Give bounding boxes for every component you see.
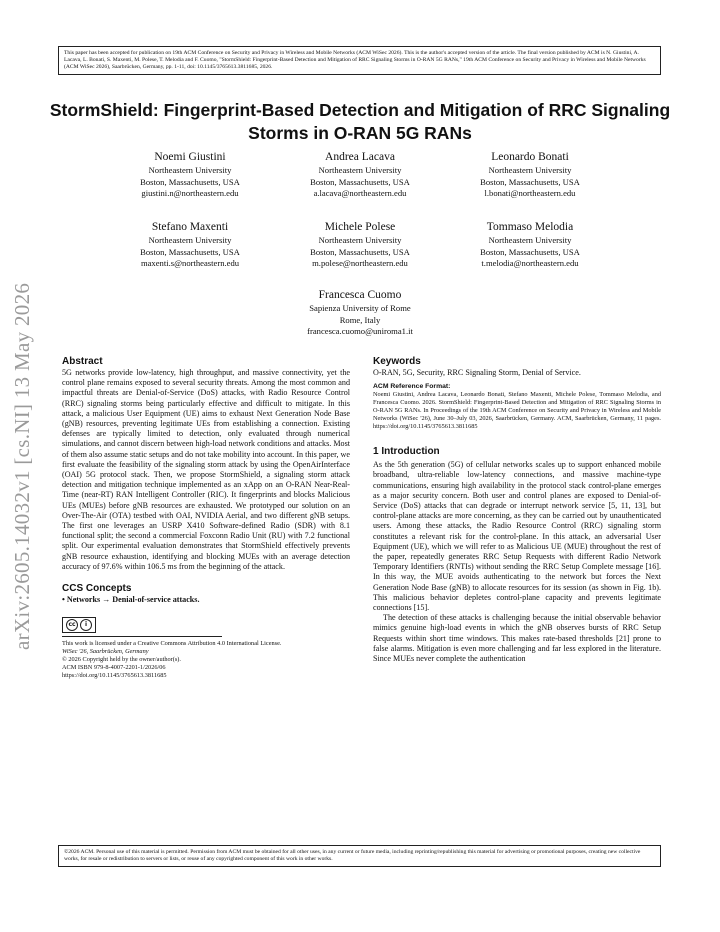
author-location: Rome, Italy <box>339 314 381 325</box>
license-line[interactable]: https://doi.org/10.1145/3765613.3811685 <box>62 672 167 680</box>
author-location: Boston, Massachusetts, USA <box>310 246 410 257</box>
author-affiliation: Northeastern University <box>488 165 572 175</box>
license-line: This work is licensed under a Creative Commons Attribution 4.0 International License. <box>62 640 282 648</box>
author-affiliation: Northeastern University <box>148 235 232 245</box>
keywords-heading: Keywords <box>373 356 421 367</box>
author-email[interactable]: m.polese@northeastern.edu <box>312 258 408 268</box>
author-email[interactable]: maxenti.s@northeastern.edu <box>140 258 240 268</box>
abstract-text: 5G networks provide low-latency, high throughput, and massive connectivity, yet the control plane remains exposed to several security threats. Among the most common and impactful threats are Denial-of-Service (DoS) attacks, with Radio Resource Control (RRC) signaling storms being particularly effective and difficult to mitigate. In this attack, a malicious User Equipment (UE) aims to exhaust Next Generation Node Base (gNB) resources, preventing legitimate UEs from establishing a connection. Existing defenses are typically limited to detection, only evaluated through numerical simulations, and cannot discern between high-load network conditions and attacks. Most of them also assume static setups and do not take mobility into account. In this paper, we first evaluate the feasibility of the signaling storm attack by using the OpenAirInterface (OAI) 5G protocol stack. Then, we propose StormShield, a signaling storm attack detection and mitigation technique implemented as an xApp on an O-RAN Near-Real-Time (near-RT) RAN Intelligent Controller (RIC). It fingerprints and blocks Malicious UEs (MUEs) before gNB resources are exhausted. We prototyped our solution on an Over-The-Air (OTA) testbed with OAI, NVIDIA Aerial, and two different gNB setups. The first one leverages an USRP X410 Software-defined Radio (SDR) with 8.1 functional split; the second a commercial Foxconn Radio Unit (RU) with 7.2 functional split. Our experimental evaluation demonstrates that StormShield effectively prevents gNB resource exhaustion, identifying and blocking MUEs with an average detection accuracy of 97.6% within 106.5 ms from the beginning of the attack. <box>62 368 350 571</box>
license-block <box>62 617 350 680</box>
author-email[interactable]: t.melodia@northeastern.edu <box>481 258 579 268</box>
license-line: ACM ISBN 979-8-4007-2201-1/2026/06 <box>62 664 166 672</box>
author-email[interactable]: a.lacava@northeastern.edu <box>313 188 407 198</box>
author-name: Stefano Maxenti <box>151 221 229 233</box>
author-affiliation: Northeastern University <box>318 165 402 175</box>
reference-format-heading: ACM Reference Format: <box>373 383 451 391</box>
author-block <box>260 288 460 338</box>
reference-format-text: Noemi Giustini, Andrea Lacava, Leonardo Bonati, Stefano Maxenti, Michele Polese, Tommaso Melodia, and Francesca Cuomo. 2026. StormShield: Fingerprint-Based Detection and Mitigation of RRC Signaling Storms in O-RAN 5G RANs. In Proceedings of the 19th ACM Conference on Security and Privacy in Wireless and Mobile Networks (WiSec '26), June 30–July 03, 2026, Saarbrücken, Germany. ACM, Saarbrücken, Germany, 11 pages. https://doi.org/10.1145/3765613.3811685 <box>373 391 661 431</box>
author-affiliation: Northeastern University <box>318 235 402 245</box>
divider <box>62 636 222 637</box>
author-name: Tommaso Melodia <box>486 221 574 233</box>
acceptance-notice: This paper has been accepted for publication on 19th ACM Conference on Security and Privacy in Wireless and Mobile Networks (ACM WiSec 2026). This is the author's accepted version of the article. The final version published by ACM is N. Giustini, A. Lacava, L. Bonati, S. Maxenti, M. Polese, T. Melodia and F. Cuomo, "StormShield: Fingerprint-Based Detection and Mitigation of RRC Signaling Storms in O-RAN 5G RANs," 19th ACM Conference on Security and Privacy in Wireless and Mobile Networks (ACM WiSec 2026), Saarbrücken, Germany, pp. 1-11, doi: 10.1145/3765613.3811685, 2026. <box>58 46 661 75</box>
introduction-paragraph: The detection of these attacks is challenging because the initial observable behavior mimics genuine high-load events in which the gNB observes bursts of RRC Setup Requests within short time windows. This makes rate-based thresholds [21] prone to false alarms. Mitigation is even more challenging and far less explored in the literature. Since MUEs never complete the authentication <box>373 613 661 664</box>
author-email[interactable]: giustini.n@northeastern.edu <box>141 188 239 198</box>
cc-icon: cc <box>66 619 78 631</box>
ccs-text: • Networks → Denial-of-service attacks. <box>62 595 200 605</box>
license-line: © 2026 Copyright held by the owner/author(s). <box>62 656 181 664</box>
keywords-text: O-RAN, 5G, Security, RRC Signaling Storm, Denial of Service. <box>373 368 581 377</box>
right-column <box>373 355 661 664</box>
author-name: Andrea Lacava <box>325 151 395 163</box>
author-email[interactable]: francesca.cuomo@uniroma1.it <box>307 326 413 336</box>
author-affiliation: Northeastern University <box>148 165 232 175</box>
author-location: Boston, Massachusetts, USA <box>140 176 240 187</box>
author-name: Noemi Giustini <box>154 151 226 163</box>
by-icon: i <box>80 619 92 631</box>
author-name: Leonardo Bonati <box>491 151 569 163</box>
author-location: Boston, Massachusetts, USA <box>140 246 240 257</box>
license-line: WiSec '26, Saarbrücken, Germany <box>62 648 149 656</box>
author-email[interactable]: l.bonati@northeastern.edu <box>484 188 576 198</box>
arxiv-stamp: arXiv:2605.14032v1 [cs.NI] 13 May 2026 <box>10 282 34 650</box>
left-column <box>62 355 350 680</box>
author-location: Boston, Massachusetts, USA <box>310 176 410 187</box>
author-location: Boston, Massachusetts, USA <box>480 176 580 187</box>
introduction-heading: 1 Introduction <box>373 446 440 458</box>
author-location: Boston, Massachusetts, USA <box>480 246 580 257</box>
author-block <box>430 220 630 270</box>
paper-title: StormShield: Fingerprint-Based Detection and Mitigation of RRC Signaling Storms in O-RAN 5G RANs <box>49 100 671 143</box>
author-affiliation: Sapienza University of Rome <box>309 303 411 313</box>
author-name: Michele Polese <box>324 221 396 233</box>
author-block <box>430 150 630 200</box>
introduction-paragraph: As the 5th generation (5G) of cellular networks scales up to support enhanced mobile broadband, ultra-reliable low-latency connections, and massive machine-type communications, ensuring high availability in the protocol stack control-plane emerges as a major security concern. Both user and control planes are exposed to Denial-of-Service (DoS) attacks that can degrade or interrupt network service [5, 11, 13], but control-plane attacks are more concerning, as they can be carried out by unauthenticated users. Among these attacks, the Radio Resource Control (RRC) signaling storm constitutes a relevant risk for the control-plane. In this attack, an adversarial User Equipment (UE), which we will refer to as Malicious UE (MUE) throughout the rest of the paper, repeatedly generates RRC Setup Requests with different Radio Network Temporary Identifiers (RNTIs) without sending the RRC Setup Complete message [16]. In this way, the MUE avoids authenticating to the network but forces the Next Generation Node Base (gNB) to allocate resources for its session (as shown in Fig. 1b). This malicious behavior depletes control-plane capacity and prevents legitimate connections [15]. <box>373 460 661 613</box>
cc-by-badge <box>62 617 96 633</box>
author-affiliation: Northeastern University <box>488 235 572 245</box>
author-name: Francesca Cuomo <box>318 289 402 301</box>
abstract-heading: Abstract <box>62 356 103 367</box>
ccs-heading: CCS Concepts <box>62 583 132 595</box>
copyright-notice: ©2026 ACM. Personal use of this material is permitted. Permission from ACM must be obtained for all other uses, in any current or future media, including reprinting/republishing this material for advertising or promotional purposes, creating new collective works, for resale or redistribution to servers or lists, or reuse of any copyrighted component of this work in other works. <box>58 845 661 867</box>
